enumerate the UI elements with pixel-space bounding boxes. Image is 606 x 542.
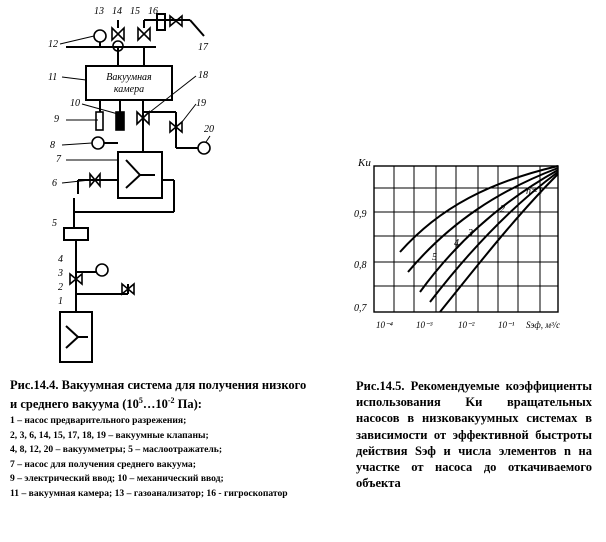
caption-figure-14-4 (10, 378, 310, 501)
label-1: 1 (58, 296, 63, 307)
x-tick-1e-1: 10⁻¹ (498, 320, 515, 330)
x-tick-1e-2: 10⁻² (458, 320, 475, 330)
label-6: 6 (52, 178, 57, 189)
series-label-3: 3 (468, 228, 473, 239)
y-tick-0-9: 0,9 (354, 209, 367, 220)
label-20: 20 (204, 124, 214, 135)
label-8: 8 (50, 140, 55, 151)
label-14: 14 (112, 6, 122, 17)
series-label-5: 5 (432, 252, 437, 263)
legend-line: 1 – насос предварительного разрежения; (10, 415, 187, 427)
x-axis-label: Sэф, м³/с (526, 320, 561, 330)
legend-line: 4, 8, 12, 20 – вакуумметры; 5 – маслоотражатель; (10, 444, 223, 456)
x-tick-1e-3: 10⁻³ (416, 320, 433, 330)
label-10: 10 (70, 98, 80, 109)
chamber-label-line2: камера (113, 84, 145, 95)
label-18: 18 (198, 70, 208, 81)
series-label-n1: n=1 (526, 186, 543, 197)
caption-left-legend (10, 414, 310, 501)
legend-line: 2, 3, 6, 14, 15, 17, 18, 19 – вакуумные клапаны; (10, 429, 209, 441)
label-9: 9 (54, 114, 59, 125)
y-tick-0-7: 0,7 (354, 303, 367, 314)
x-tick-1e-4: 10⁻⁴ (376, 320, 393, 330)
legend-line: 11 – вакуумная камера; 13 – газоанализатор; 16 - гигроскопатор (10, 487, 288, 499)
series-label-2: 2 (500, 204, 505, 215)
label-19: 19 (196, 98, 206, 109)
y-tick-0-8: 0,8 (354, 260, 367, 271)
series-label-4: 4 (454, 238, 459, 249)
label-15: 15 (130, 6, 140, 17)
vacuum-system-schematic (0, 0, 240, 372)
caption-left-title: Рис.14.4. Вакуумная система для получения низкого и среднего вакуума ($10^5\dots 10^{-2}$ Па): (10, 378, 307, 412)
label-16: 16 (148, 6, 158, 17)
valves (70, 16, 182, 294)
y-axis-label: Kи (358, 157, 371, 169)
label-2: 2 (58, 282, 63, 293)
label-4: 4 (58, 254, 63, 265)
label-13: 13 (94, 6, 104, 17)
label-12: 12 (48, 39, 58, 50)
ki-chart (350, 152, 600, 337)
chamber-label-line1: Вакуумная (106, 72, 152, 83)
legend-line: 7 – насос для получения среднего вакуума; (10, 458, 196, 470)
label-17: 17 (198, 42, 208, 53)
label-3: 3 (58, 268, 63, 279)
legend-line: 9 – электрический ввод; 10 – механический ввод; (10, 473, 224, 485)
label-11: 11 (48, 72, 58, 83)
label-7: 7 (56, 154, 61, 165)
caption-figure-14-5: Рис.14.5. Рекомендуемые коэффициенты использования Kи вращательных насосов в низковакуумных системах в зависимости от эффективной быстроты действия Sэф и числа элементов n на участке от насоса до откачиваемого объекта (356, 379, 592, 491)
label-5: 5 (52, 218, 57, 229)
